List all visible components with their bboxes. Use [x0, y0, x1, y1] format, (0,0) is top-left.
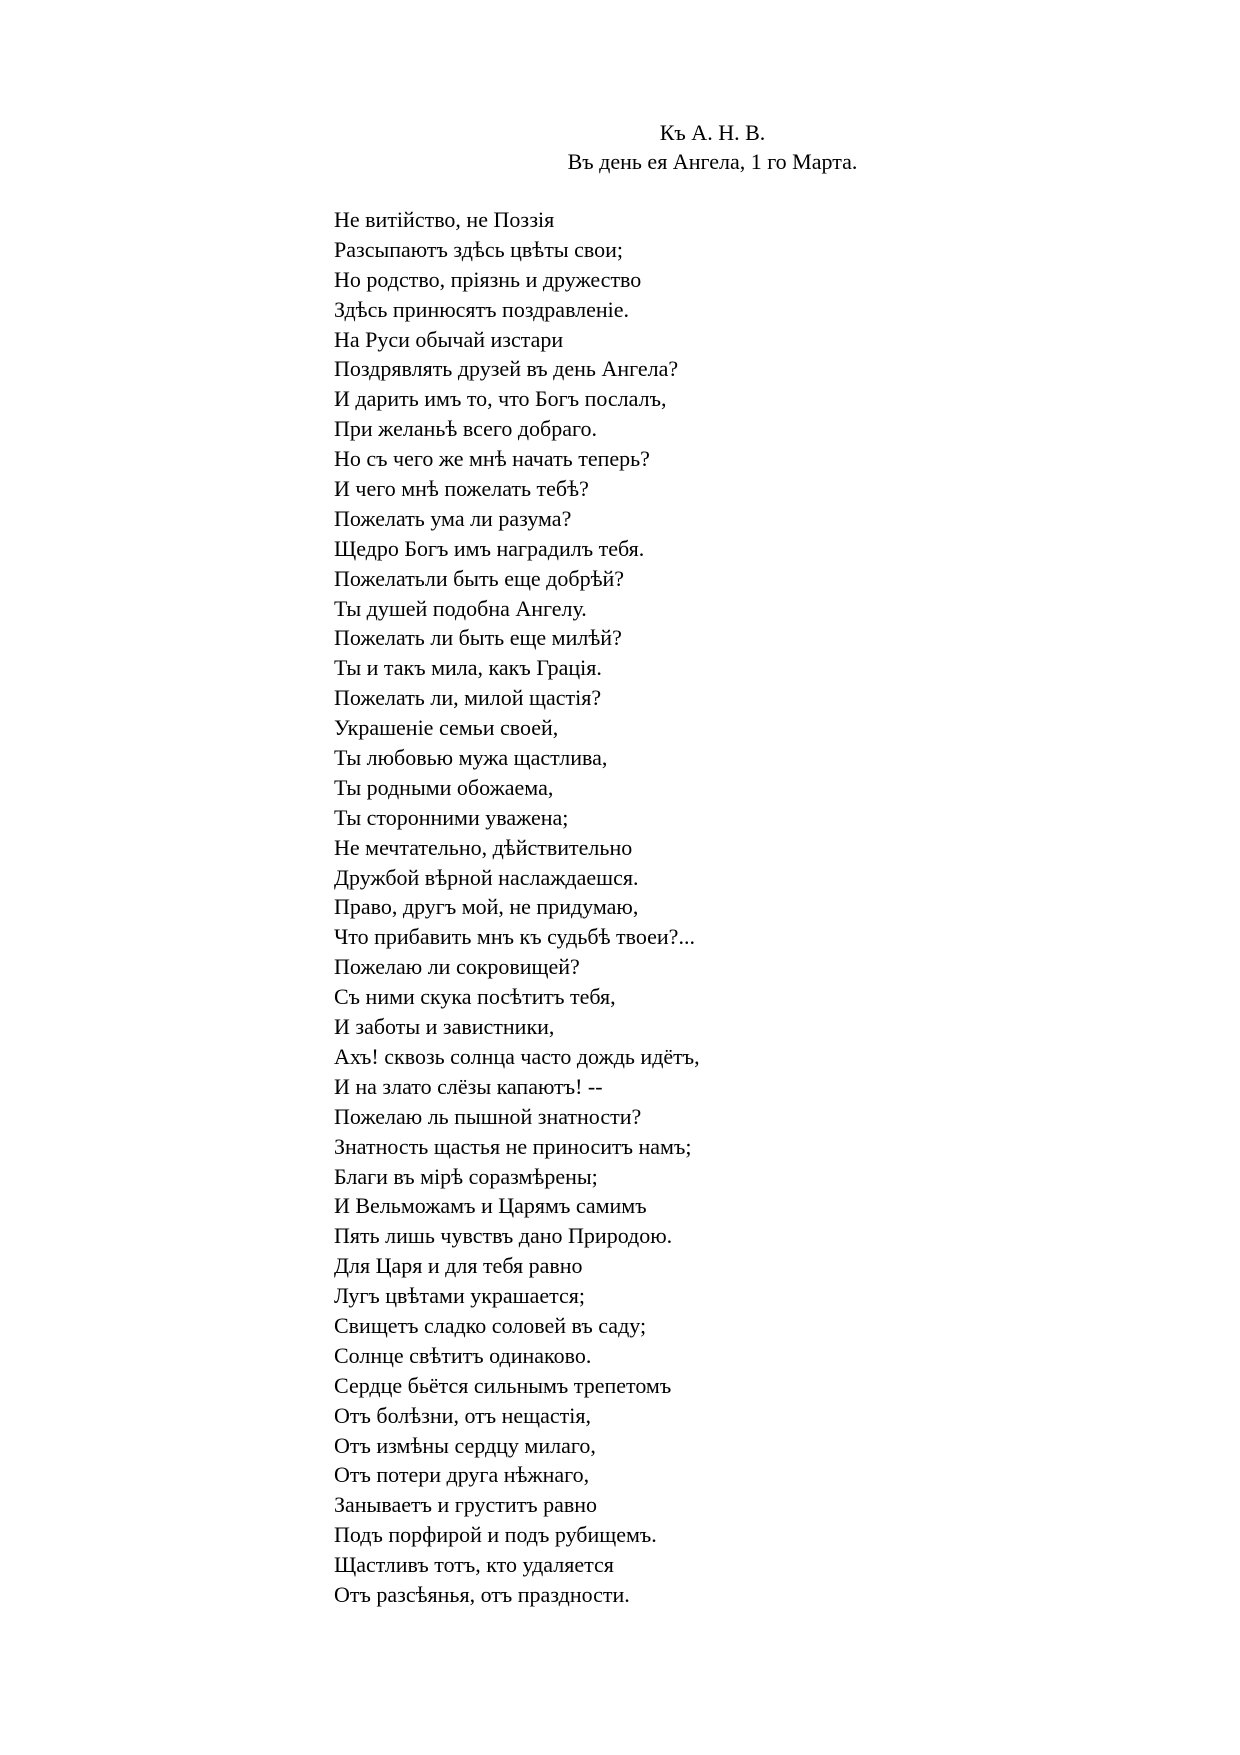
poem-line: Ты душей подобна Ангелу. — [334, 595, 587, 621]
poem-line: Но съ чего же мнѣ начать теперь? — [334, 446, 650, 472]
poem-line: Отъ болѣзни, отъ нещастiя, — [334, 1402, 591, 1428]
poem-line: Лугъ цвѣтами украшается; — [334, 1283, 586, 1309]
poem-line: Пять лишь чувствъ дано Природою. — [334, 1223, 673, 1249]
poem-body — [334, 205, 1134, 1610]
poem-line: При желаньѣ всего добраго. — [334, 416, 597, 442]
poem-line: Поздрявлять друзей въ день Ангела? — [334, 356, 679, 382]
poem-line: Для Царя и для тебя равно — [334, 1253, 583, 1279]
poem-line: Не витiйство, не Поззiя — [334, 207, 555, 232]
poem-line: Свищетъ сладко соловей въ саду; — [334, 1312, 647, 1338]
poem-line: Украшенiе семьи своей, — [334, 715, 559, 741]
poem-line: Отъ измѣны сердцу милаго, — [334, 1432, 596, 1458]
poem-line: Право, другъ мой, не придумаю, — [334, 894, 639, 920]
poem-line: Отъ разсѣянья, отъ праздности. — [334, 1581, 630, 1607]
poem-line: Ты любовью мужа щастлива, — [334, 745, 608, 771]
dedication-title: Къ А. Н. В. — [659, 120, 766, 145]
poem-line: Ты сторонними уважена; — [334, 804, 569, 830]
poem-line: Пожелаю ль пышной знатности? — [334, 1103, 642, 1129]
poem-line: Пожелать ума ли разума? — [334, 505, 572, 531]
poem-line: Дружбой вѣрной наслаждаешся. — [334, 864, 639, 890]
poem-line: Щедро Богъ имъ наградилъ тебя. — [334, 535, 645, 561]
poem-line: Пожелать ли быть еще милѣй? — [334, 625, 622, 651]
poem-line: Ахъ! сквозь солнца часто дождь идётъ, — [334, 1043, 700, 1069]
poem-line: Подъ порфирой и подъ рубищемъ. — [334, 1522, 657, 1548]
poem-line: Что прибавить мнъ къ судьбѣ твоеи?... — [334, 924, 695, 950]
poem-line: Отъ потери друга нѣжнаго, — [334, 1462, 590, 1488]
poem-line: Но родство, прiязнь и дружество — [334, 266, 642, 292]
poem-line: Занываетъ и груститъ равно — [334, 1492, 598, 1518]
poem-line: Ты и такъ мила, какъ Грацiя. — [334, 655, 602, 681]
poem-line: И Вельможамъ и Царямъ самимъ — [334, 1193, 647, 1219]
poem-line: Благи въ мiрѣ соразмѣрены; — [334, 1163, 598, 1189]
poem-line: Не мечтательно, дѣйствительно — [334, 834, 633, 860]
poem-line: Разсыпаютъ здѣсь цвѣты свои; — [334, 236, 624, 262]
poem-line: Знатность щастья не приноситъ намъ; — [334, 1133, 692, 1159]
poem-line: Солнце свѣтитъ одинаково. — [334, 1342, 592, 1368]
poem-heading — [0, 118, 1240, 176]
poem-line: Сердце бьётся сильнымъ трепетомъ — [334, 1372, 672, 1398]
poem-line: Здѣсь принюсятъ поздравленiе. — [334, 296, 630, 322]
poem-line: Пожелатьли быть еще добрѣй? — [334, 565, 625, 591]
poem-line: Ты родными обожаема, — [334, 774, 554, 800]
poem-line: Съ ними скука посѣтитъ тебя, — [334, 984, 616, 1010]
poem-line: Пожелаю ли сокровищей? — [334, 954, 580, 980]
poem-line: На Руси обычай изстари — [334, 326, 564, 352]
poem-line: И чего мнѣ пожелать тебѣ? — [334, 476, 589, 502]
dedication-subtitle: Въ день ея Ангела, 1 го Марта. — [567, 149, 858, 174]
poem-line: И дарить имъ то, что Богъ послалъ, — [334, 386, 667, 412]
poem-line: Щастливъ тотъ, кто удаляется — [334, 1552, 614, 1578]
poem-line: Пожелать ли, милой щастiя? — [334, 685, 602, 711]
poem-line: И заботы и завистники, — [334, 1014, 555, 1040]
poem-line: И на злато слёзы капаютъ! -- — [334, 1073, 603, 1099]
